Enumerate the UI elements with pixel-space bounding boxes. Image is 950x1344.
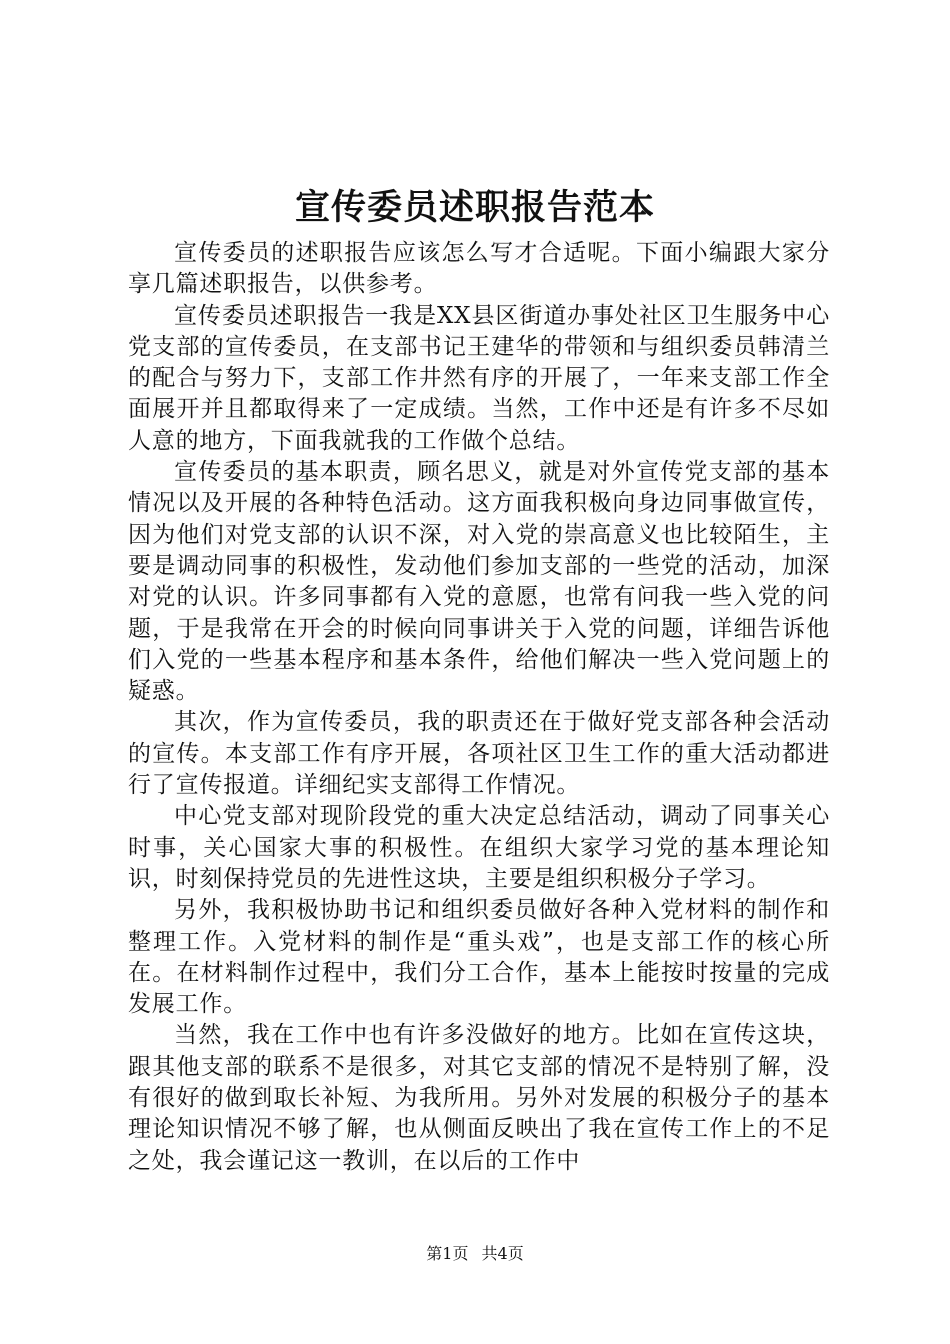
paragraph-materials: 另外，我积极协助书记和组织委员做好各种入党材料的制作和整理工作。入党材料的制作是“重头戏”，也是支部工作的核心所在。在材料制作过程中，我们分工合作，基本上能按时按量的完成发展工作。 [128,897,830,1018]
page-number: 第1页 [426,1244,469,1263]
page-total: 共4页 [481,1244,524,1263]
paragraph-center-branch: 中心党支部对现阶段党的重大决定总结活动，调动了同事关心时事，关心国家大事的积极性。在组织大家学习党的基本理论知识，时刻保持党员的先进性这块，主要是组织积极分子学习。 [128,803,830,892]
paragraph-shortcomings: 当然，我在工作中也有许多没做好的地方。比如在宣传这块，跟其他支部的联系不是很多，对其它支部的情况不是特别了解，没有很好的做到取长补短、为我所用。另外对发展的积极分子的基本理论知识情况不够了解，也从侧面反映出了我在宣传工作上的不足之处，我会谨记这一教训，在以后的工作中 [128,1022,830,1174]
document-body [128,238,830,1177]
document-title: 宣传委员述职报告范本 [294,187,655,228]
paragraph-basic-duty: 宣传委员的基本职责，顾名思义，就是对外宣传党支部的基本情况以及开展的各种特色活动。这方面我积极向身边同事做宣传，因为他们对党支部的认识不深，对入党的崇高意义也比较陌生，主要是调动同事的积极性，发动他们参加支部的一些党的活动，加深对党的认识。许多同事都有入党的意愿，也常有问我一些入党的问题，于是我常在开会的时候向同事讲关于入党的问题，详细告诉他们入党的一些基本程序和基本条件，给他们解决一些入党问题上的疑惑。 [128,459,830,705]
page-footer [0,1243,950,1265]
paragraph-second-duty: 其次，作为宣传委员，我的职责还在于做好党支部各种会活动的宣传。本支部工作有序开展，各项社区卫生工作的重大活动都进行了宣传报道。详细纪实支部得工作情况。 [128,709,830,799]
paragraph-intro: 宣传委员的述职报告应该怎么写才合适呢。下面小编跟大家分享几篇述职报告，以供参考。 [128,240,830,298]
paragraph-report-one: 宣传委员述职报告一我是XX县区街道办事处社区卫生服务中心党支部的宣传委员，在支部书记王建华的带领和与组织委员韩清兰的配合与努力下，支部工作井然有序的开展了，一年来支部工作全面展开并且都取得来了一定成绩。当然，工作中还是有许多不尽如人意的地方，下面我就我的工作做个总结。 [128,302,830,454]
